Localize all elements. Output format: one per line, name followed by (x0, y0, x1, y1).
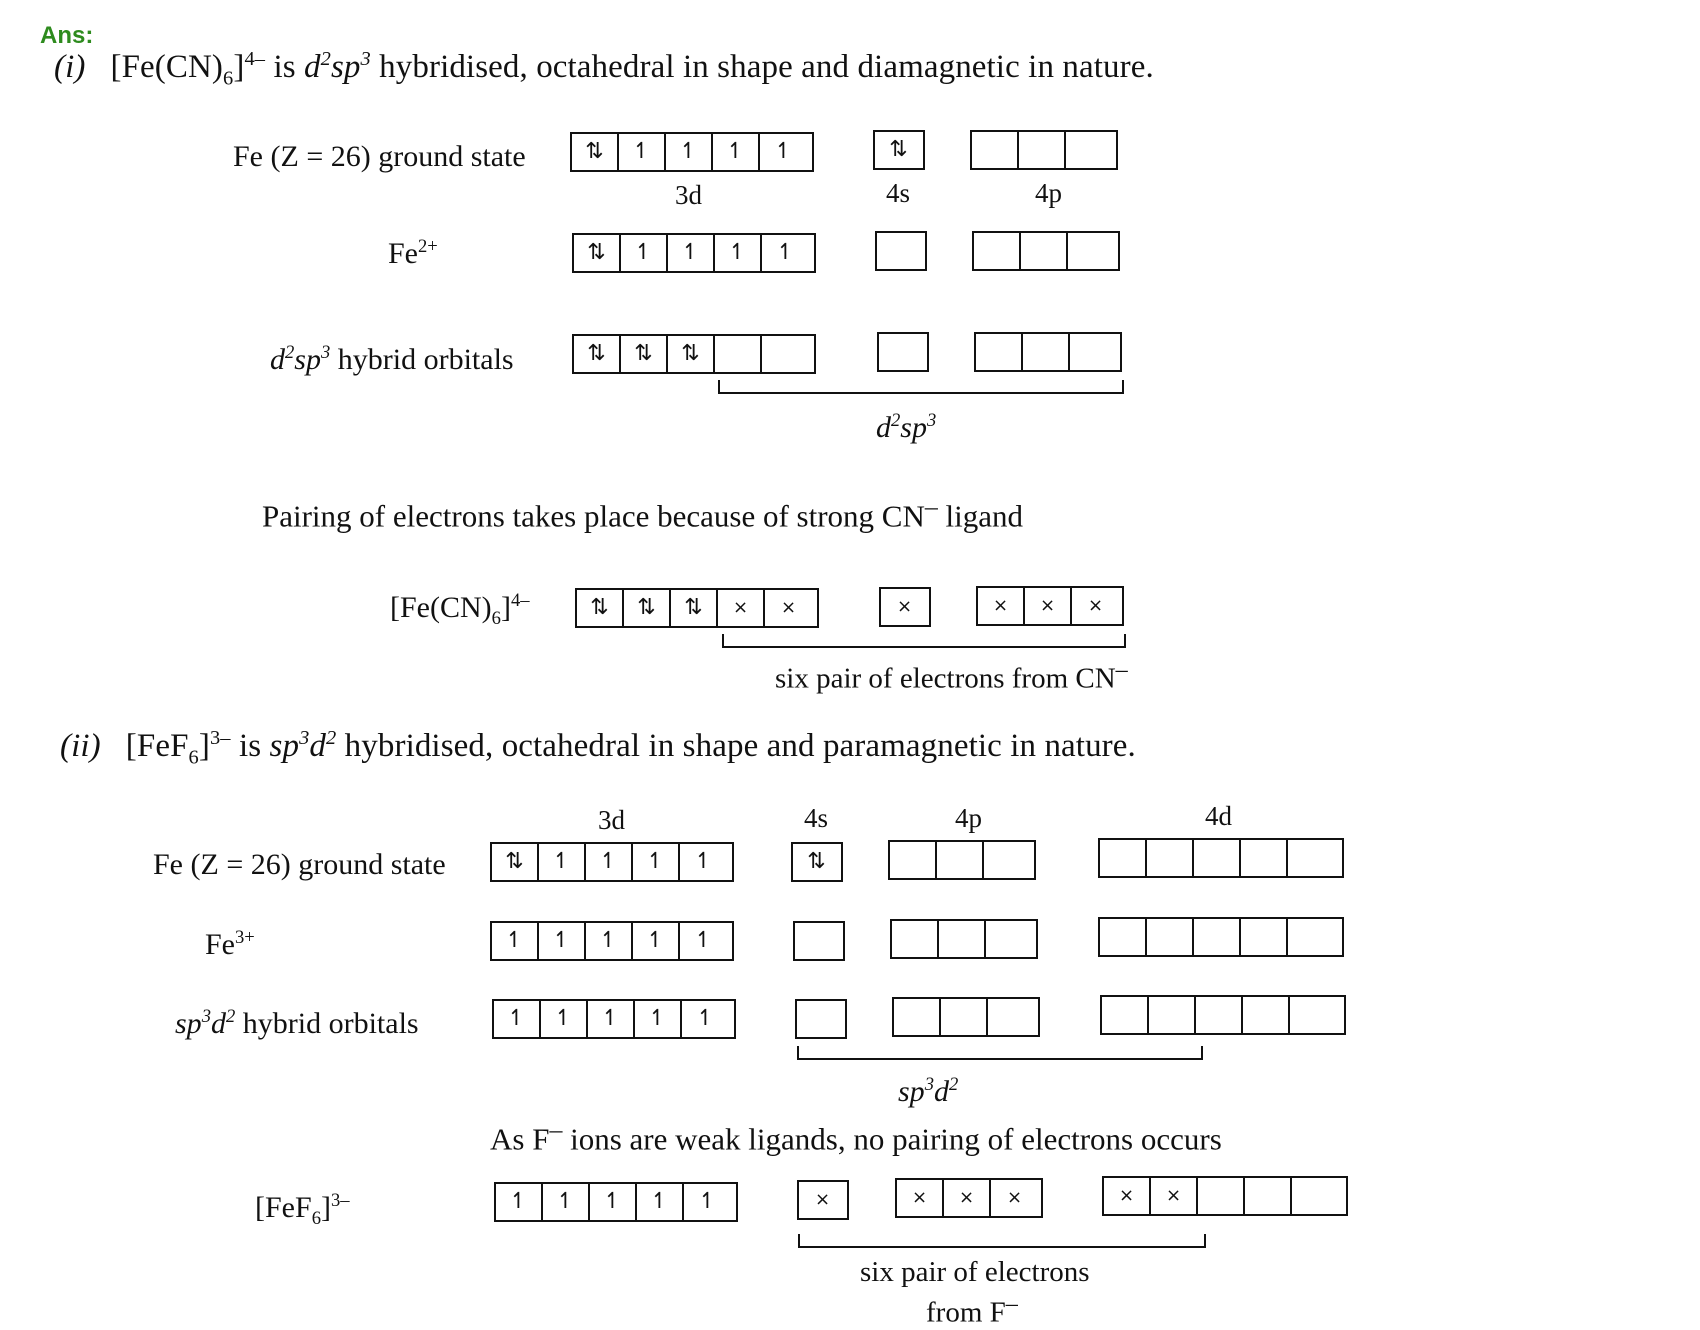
orbital-group-4s (879, 587, 931, 627)
orbital-box (941, 999, 988, 1035)
six-pair-note-cn: six pair of electrons from CN– (775, 656, 1128, 695)
orbital-box: × (1151, 1178, 1198, 1214)
orbital-group-3d (572, 233, 816, 273)
orbital-box: ↿ (635, 1001, 682, 1037)
orbital-group-4p (972, 231, 1120, 271)
pairing-note: Pairing of electrons takes place because of strong CN– ligand (262, 492, 1024, 534)
orbital-box: ⇅ (624, 590, 671, 626)
orbital-box: ↿ (774, 139, 793, 164)
orbital-group-3d (570, 132, 814, 172)
orbital-group-4s (795, 999, 847, 1039)
orbital-box: ↿ (588, 1001, 635, 1037)
orbital-box (1102, 997, 1149, 1033)
statement-ii-formula: $[FeF_6]^{3-}$ (125, 727, 231, 769)
orbital-box: × (944, 1180, 991, 1216)
statement-i-formula: $[Fe(CN)_6]^{4-}$ (110, 48, 266, 90)
orbital-box (1068, 233, 1115, 269)
column-label-4s: 4s (804, 803, 829, 833)
orbital-box (988, 999, 1035, 1035)
orbital-group-3d (490, 921, 734, 961)
column-label-3d: 3d (598, 805, 625, 835)
orbital-box (1198, 1178, 1245, 1214)
orbital-group-4p (974, 332, 1122, 372)
row-label-fe-cn6-complex: $[Fe(CN)_6]^{4-}$ (390, 590, 530, 629)
row-label-sp3d2-hybrid-orbitals: $sp^3d^2$ hybrid orbitals (175, 1006, 419, 1040)
orbital-box: × (978, 588, 1025, 624)
orbital-box (984, 842, 1031, 878)
orbital-box (1288, 919, 1335, 955)
column-label-3d: 3d (675, 180, 702, 210)
orbital-group-4p (892, 997, 1040, 1037)
orbital-box: × (897, 1180, 944, 1216)
orbital-box (879, 334, 926, 370)
orbital-box (1021, 233, 1068, 269)
orbital-box: ⇅ (577, 590, 624, 626)
row-label-fe-ground-state-ii: Fe (Z = 26) ground state (153, 848, 446, 881)
row-label-fe2plus: $Fe^{2+}$ (388, 236, 438, 270)
orbital-box (892, 921, 939, 957)
hybrid-label-sp3d2: $sp^3d^2$ (898, 1074, 959, 1108)
orbital-group-4d (1098, 917, 1344, 957)
orbital-box: ↿ (496, 1184, 543, 1220)
orbital-box: ⇅ (671, 590, 718, 626)
orbital-box (1023, 334, 1070, 370)
row-label-fe3plus: $Fe^{3+}$ (205, 927, 255, 961)
orbital-group-4s (791, 842, 843, 882)
orbital-box: ↿ (637, 1184, 684, 1220)
row-label-d2sp3-hybrid-orbitals: $d^2sp^3$ hybrid orbitals (270, 342, 514, 376)
orbital-box: ⇅ (574, 336, 621, 372)
orbital-box: ⇅ (621, 336, 668, 372)
column-label-4d: 4d (1205, 801, 1232, 831)
column-label-4p: 4p (1035, 178, 1062, 208)
orbital-group-3d (492, 999, 736, 1039)
row-label-fe-ground-state-i: Fe (Z = 26) ground state (233, 140, 526, 173)
orbital-box (1100, 919, 1147, 955)
orbital-group-4p (895, 1178, 1043, 1218)
orbital-box: × (718, 590, 765, 626)
orbital-box: × (814, 1189, 831, 1210)
hybrid-bracket (718, 380, 1124, 394)
orbital-box: ⇅ (572, 134, 619, 170)
orbital-group-4d (1100, 995, 1346, 1035)
orbital-box: ↿ (776, 240, 795, 265)
statement-ii-hybridisation: $sp^3d^2$ (269, 727, 337, 764)
orbital-box: ↿ (494, 1001, 541, 1037)
orbital-box (972, 132, 1019, 168)
row-label-fef6-complex: $[FeF_6]^{3-}$ (255, 1190, 350, 1229)
orbital-box: ↿ (633, 844, 680, 880)
statement-i-number: (i) (54, 49, 86, 85)
orbital-box: ↿ (619, 134, 666, 170)
orbital-group-4d (1098, 838, 1344, 878)
orbital-box: ↿ (698, 1189, 717, 1214)
orbital-box (1243, 997, 1290, 1033)
orbital-box: ↿ (694, 928, 713, 953)
orbital-box (1066, 132, 1113, 168)
orbital-group-4s (877, 332, 929, 372)
orbital-box: ↿ (543, 1184, 590, 1220)
orbital-box: ↿ (694, 849, 713, 874)
six-pair-bracket (798, 1234, 1206, 1248)
orbital-group-4s (797, 1180, 849, 1220)
orbital-box: ⇅ (807, 849, 826, 874)
column-label-4p: 4p (955, 803, 982, 833)
statement-ii-number: (ii) (60, 728, 101, 764)
orbital-box (894, 999, 941, 1035)
statement-i-hybridisation: $d^2sp^3$ (304, 48, 371, 85)
orbital-group-3d (490, 842, 734, 882)
orbital-box (1149, 997, 1196, 1033)
orbital-group-4p (976, 586, 1124, 626)
orbital-box (1147, 840, 1194, 876)
orbital-box: ↿ (586, 923, 633, 959)
weak-ligand-note: As F– ions are weak ligands, no pairing of electrons occurs (490, 1115, 1222, 1157)
orbital-box: ⇅ (492, 844, 539, 880)
orbital-group-3d (575, 588, 819, 628)
orbital-box (762, 336, 809, 372)
orbital-box (937, 842, 984, 878)
orbital-box: ↿ (539, 923, 586, 959)
orbital-box (1019, 132, 1066, 168)
orbital-box: × (1025, 588, 1072, 624)
orbital-box: ⇅ (889, 137, 908, 162)
orbital-box (1290, 997, 1337, 1033)
orbital-box (1194, 840, 1241, 876)
orbital-box: ⇅ (668, 336, 715, 372)
answer-label: Ans: (40, 22, 94, 49)
orbital-group-3d (494, 1182, 738, 1222)
orbital-box (1147, 919, 1194, 955)
hybrid-bracket (797, 1046, 1203, 1060)
six-pair-note-f-line2: from F– (926, 1290, 1018, 1329)
six-pair-note-f-line1: six pair of electrons (860, 1256, 1090, 1288)
orbital-group-4s (875, 231, 927, 271)
orbital-box (1241, 919, 1288, 955)
orbital-box (939, 921, 986, 957)
orbital-box: ↿ (492, 923, 539, 959)
column-label-4s: 4s (886, 178, 911, 208)
orbital-group-3d (572, 334, 816, 374)
orbital-group-4s (793, 921, 845, 961)
orbital-box: ↿ (666, 134, 713, 170)
orbital-group-4d (1102, 1176, 1348, 1216)
orbital-box: × (780, 597, 797, 618)
orbital-box (1070, 334, 1117, 370)
orbital-box (1245, 1178, 1292, 1214)
orbital-group-4s (873, 130, 925, 170)
orbital-box (986, 921, 1033, 957)
orbital-box: ↿ (715, 235, 762, 271)
six-pair-bracket (722, 634, 1126, 648)
orbital-box (797, 1001, 844, 1037)
orbital-box: × (1104, 1178, 1151, 1214)
orbital-box: ↿ (668, 235, 715, 271)
orbital-box (795, 923, 842, 959)
orbital-box: ↿ (541, 1001, 588, 1037)
orbital-box: ↿ (713, 134, 760, 170)
orbital-box: ↿ (621, 235, 668, 271)
orbital-box: ↿ (539, 844, 586, 880)
orbital-box: ↿ (586, 844, 633, 880)
hybrid-label-d2sp3: $d^2sp^3$ (876, 410, 937, 444)
orbital-box (976, 334, 1023, 370)
orbital-box (1292, 1178, 1339, 1214)
orbital-box (715, 336, 762, 372)
orbital-box: ⇅ (574, 235, 621, 271)
orbital-box (1100, 840, 1147, 876)
orbital-box (1194, 919, 1241, 955)
orbital-box: ↿ (633, 923, 680, 959)
orbital-box: × (1087, 595, 1104, 616)
orbital-box (1196, 997, 1243, 1033)
orbital-box (1288, 840, 1335, 876)
orbital-group-4p (970, 130, 1118, 170)
orbital-group-4p (890, 919, 1038, 959)
orbital-box (877, 233, 924, 269)
orbital-box: × (1006, 1187, 1023, 1208)
statement-ii: (ii) $[FeF_6]^{3-}$ is $sp^3d^2$ hybridised, octahedral in shape and paramagnetic in nature. (60, 727, 1136, 769)
orbital-box (890, 842, 937, 878)
orbital-box: ↿ (696, 1006, 715, 1031)
statement-i: (i) $[Fe(CN)_6]^{4-}$ is $d^2sp^3$ hybridised, octahedral in shape and diamagnetic in nature. (54, 48, 1154, 90)
orbital-box: ↿ (590, 1184, 637, 1220)
orbital-box: × (896, 596, 913, 617)
orbital-box (974, 233, 1021, 269)
orbital-box (1241, 840, 1288, 876)
orbital-group-4p (888, 840, 1036, 880)
